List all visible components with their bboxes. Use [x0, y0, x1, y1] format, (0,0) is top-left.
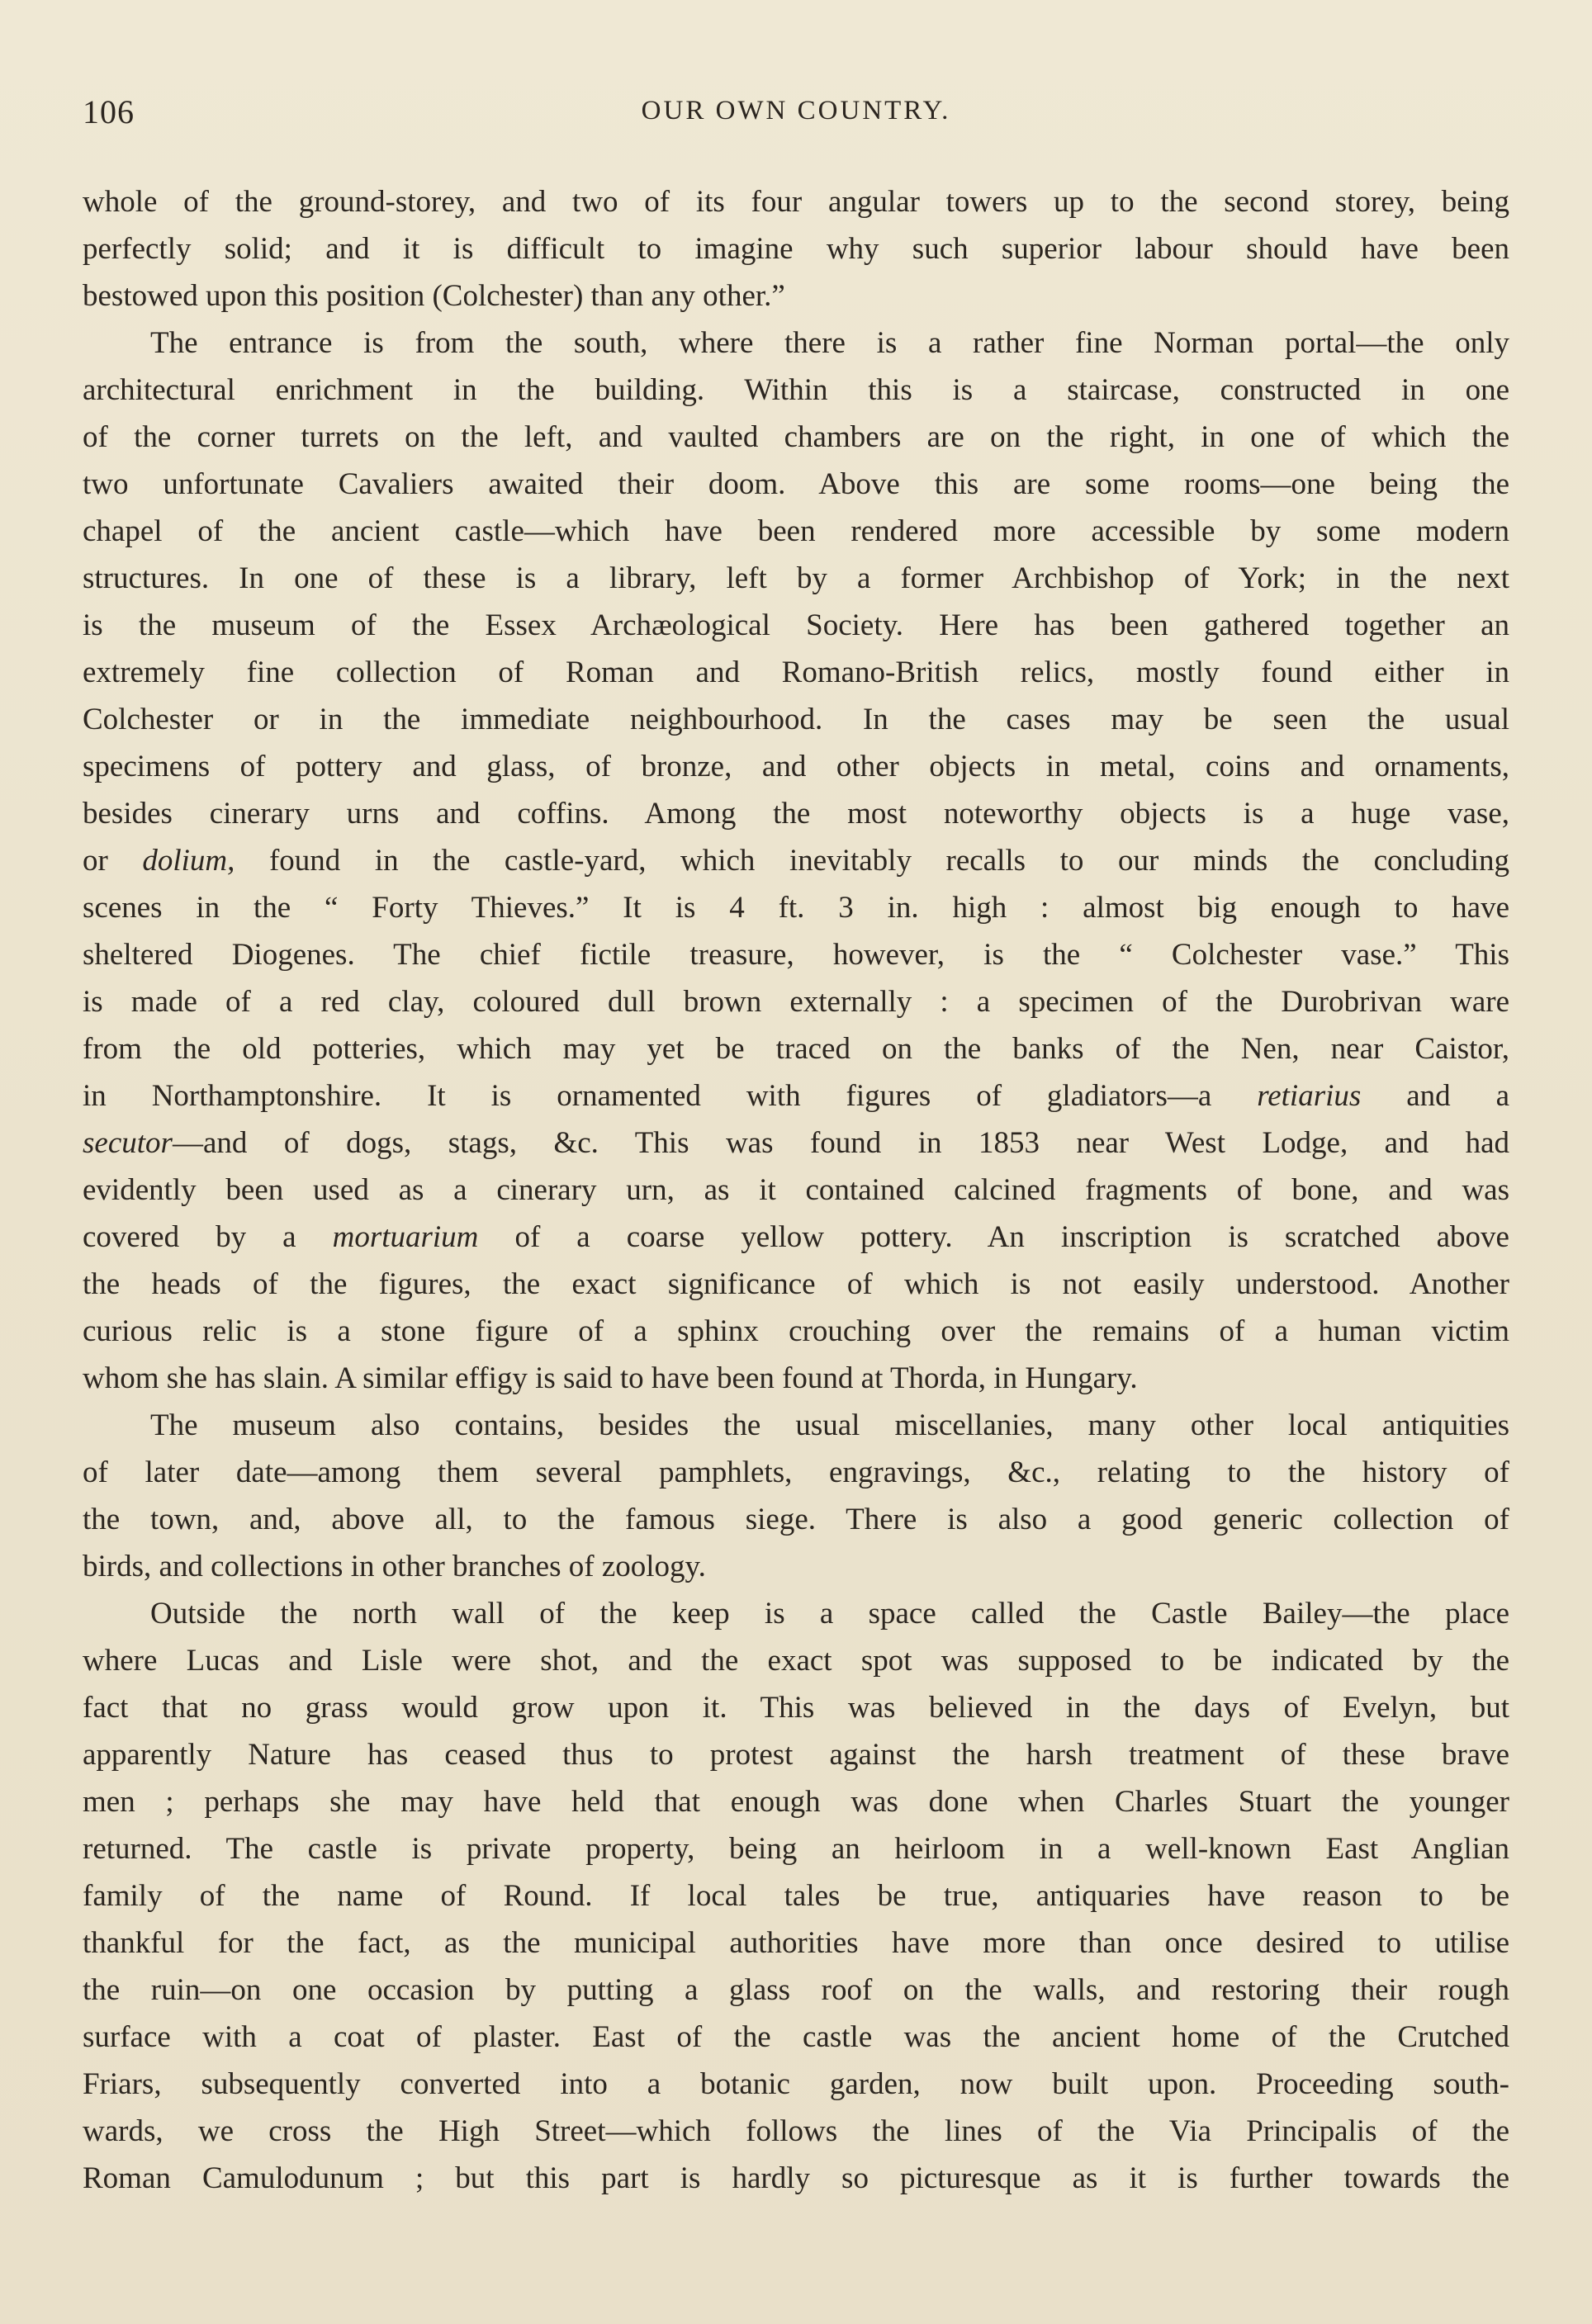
text-line: men ; perhaps she may have held that enough was done when Charles Stuart the younger — [83, 1785, 1509, 1819]
running-head: OUR OWN COUNTRY. — [641, 96, 951, 125]
italic-term: dolium, — [142, 844, 235, 878]
text-line: two unfortunate Cavaliers awaited their doom. Above this are some rooms—one being the — [83, 467, 1509, 501]
text-line: Roman Camulodunum ; but this part is hardly so picturesque as it is further towards the — [83, 2161, 1509, 2195]
text-line: architectural enrichment in the building. Within this is a staircase, constructed in one — [83, 373, 1509, 407]
text-line: whom she has slain. A similar effigy is said to have been found at Thorda, in Hungary. — [83, 1361, 1138, 1395]
text-line: The entrance is from the south, where there is a rather fine Norman portal—the only — [150, 326, 1509, 360]
text-line: of the corner turrets on the left, and vaulted chambers are on the right, in one of which the — [83, 420, 1509, 454]
text-line: covered by a mortuarium of a coarse yellow pottery. An inscription is scratched above — [83, 1220, 1509, 1254]
text-line: thankful for the fact, as the municipal authorities have more than once desired to utilise — [83, 1926, 1509, 1960]
italic-term: mortuarium — [332, 1220, 479, 1254]
italic-term: retiarius — [1257, 1079, 1362, 1113]
text-line: chapel of the ancient castle—which have been rendered more accessible by some modern — [83, 514, 1509, 548]
text-line: whole of the ground-storey, and two of its four angular towers up to the second storey, being — [83, 185, 1509, 219]
text-line: wards, we cross the High Street—which follows the lines of the Via Principalis of the — [83, 2114, 1509, 2148]
text-line: fact that no grass would grow upon it. This was believed in the days of Evelyn, but — [83, 1691, 1509, 1725]
text-line: surface with a coat of plaster. East of the castle was the ancient home of the Crutched — [83, 2020, 1509, 2054]
text-line: the town, and, above all, to the famous siege. There is also a good generic collection of — [83, 1503, 1509, 1536]
body-text — [83, 178, 1509, 2202]
text-line: in Northamptonshire. It is ornamented with figures of gladiators—a retiarius and a — [83, 1079, 1509, 1113]
text-line: The museum also contains, besides the usual miscellanies, many other local antiquities — [150, 1408, 1509, 1442]
text-line: or dolium, found in the castle-yard, which inevitably recalls to our minds the concluding — [83, 844, 1509, 878]
text-line: scenes in the “ Forty Thieves.” It is 4 ft. 3 in. high : almost big enough to have — [83, 891, 1509, 925]
text-line: returned. The castle is private property, being an heirloom in a well-known East Anglian — [83, 1832, 1509, 1866]
text-line: where Lucas and Lisle were shot, and the exact spot was supposed to be indicated by the — [83, 1644, 1509, 1678]
text-line: sheltered Diogenes. The chief fictile treasure, however, is the “ Colchester vase.” This — [83, 938, 1509, 972]
text-line: extremely fine collection of Roman and Romano-British relics, mostly found either in — [83, 656, 1509, 689]
text-line: Colchester or in the immediate neighbourhood. In the cases may be seen the usual — [83, 703, 1509, 736]
text-line: the ruin—on one occasion by putting a glass roof on the walls, and restoring their rough — [83, 1973, 1509, 2007]
text-line: is the museum of the Essex Archæological Society. Here has been gathered together an — [83, 608, 1509, 642]
text-line: is made of a red clay, coloured dull brown externally : a specimen of the Durobrivan ware — [83, 985, 1509, 1019]
text-line: of later date—among them several pamphlets, engravings, &c., relating to the history of — [83, 1455, 1509, 1489]
text-line: specimens of pottery and glass, of bronze, and other objects in metal, coins and ornaments, — [83, 750, 1509, 783]
text-line: family of the name of Round. If local tales be true, antiquaries have reason to be — [83, 1879, 1509, 1913]
text-line: secutor—and of dogs, stags, &c. This was found in 1853 near West Lodge, and had — [83, 1126, 1509, 1160]
text-line: perfectly solid; and it is difficult to imagine why such superior labour should have been — [83, 232, 1509, 266]
text-line: evidently been used as a cinerary urn, as it contained calcined fragments of bone, and was — [83, 1173, 1509, 1207]
text-line: the heads of the figures, the exact significance of which is not easily understood. Another — [83, 1267, 1509, 1301]
text-line: Friars, subsequently converted into a botanic garden, now built upon. Proceeding south- — [83, 2067, 1509, 2101]
italic-term: secutor — [83, 1126, 173, 1160]
text-line: structures. In one of these is a library, left by a former Archbishop of York; in the next — [83, 561, 1509, 595]
page-number: 106 — [83, 93, 135, 130]
text-line: curious relic is a stone figure of a sphinx crouching over the remains of a human victim — [83, 1314, 1509, 1348]
text-line: Outside the north wall of the keep is a space called the Castle Bailey—the place — [150, 1597, 1509, 1631]
text-line: bestowed upon this position (Colchester) than any other.” — [83, 279, 785, 313]
page-header — [83, 92, 1509, 142]
text-line: from the old potteries, which may yet be traced on the banks of the Nen, near Caistor, — [83, 1032, 1509, 1066]
text-line: besides cinerary urns and coffins. Among the most noteworthy objects is a huge vase, — [83, 797, 1509, 831]
text-line: birds, and collections in other branches of zoology. — [83, 1550, 706, 1583]
text-line: apparently Nature has ceased thus to protest against the harsh treatment of these brave — [83, 1738, 1509, 1772]
